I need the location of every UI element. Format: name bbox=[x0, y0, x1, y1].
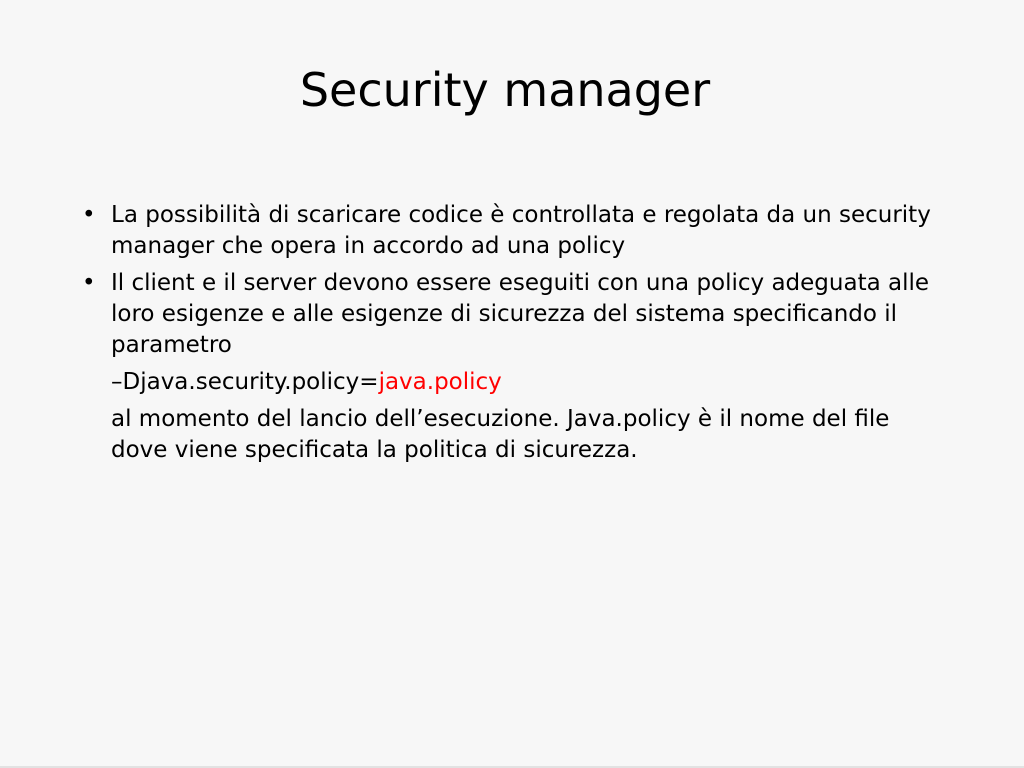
parameter-value: java.policy bbox=[378, 369, 502, 395]
bullet-text: Il client e il server devono essere eseguiti con una policy adeguata alle loro esigenze e alle esigenze di sicurezza del sistema specificando il parametro bbox=[111, 270, 930, 358]
parameter-line bbox=[80, 367, 940, 398]
bullet-item bbox=[80, 268, 940, 361]
parameter-prefix: –Djava.security.policy= bbox=[111, 369, 379, 395]
bullet-marker: • bbox=[82, 270, 96, 296]
slide-title: Security manager bbox=[299, 63, 711, 117]
closing-paragraph: al momento del lancio dell’esecuzione. Java.policy è il nome del file dove viene specificata la politica di sicurezza. bbox=[111, 406, 890, 463]
bullet-item bbox=[80, 200, 940, 262]
bullet-text: La possibilità di scaricare codice è controllata e regolata da un security manager che opera in accordo ad una policy bbox=[111, 202, 931, 259]
bullet-marker: • bbox=[82, 202, 96, 228]
slide-body bbox=[80, 200, 940, 472]
